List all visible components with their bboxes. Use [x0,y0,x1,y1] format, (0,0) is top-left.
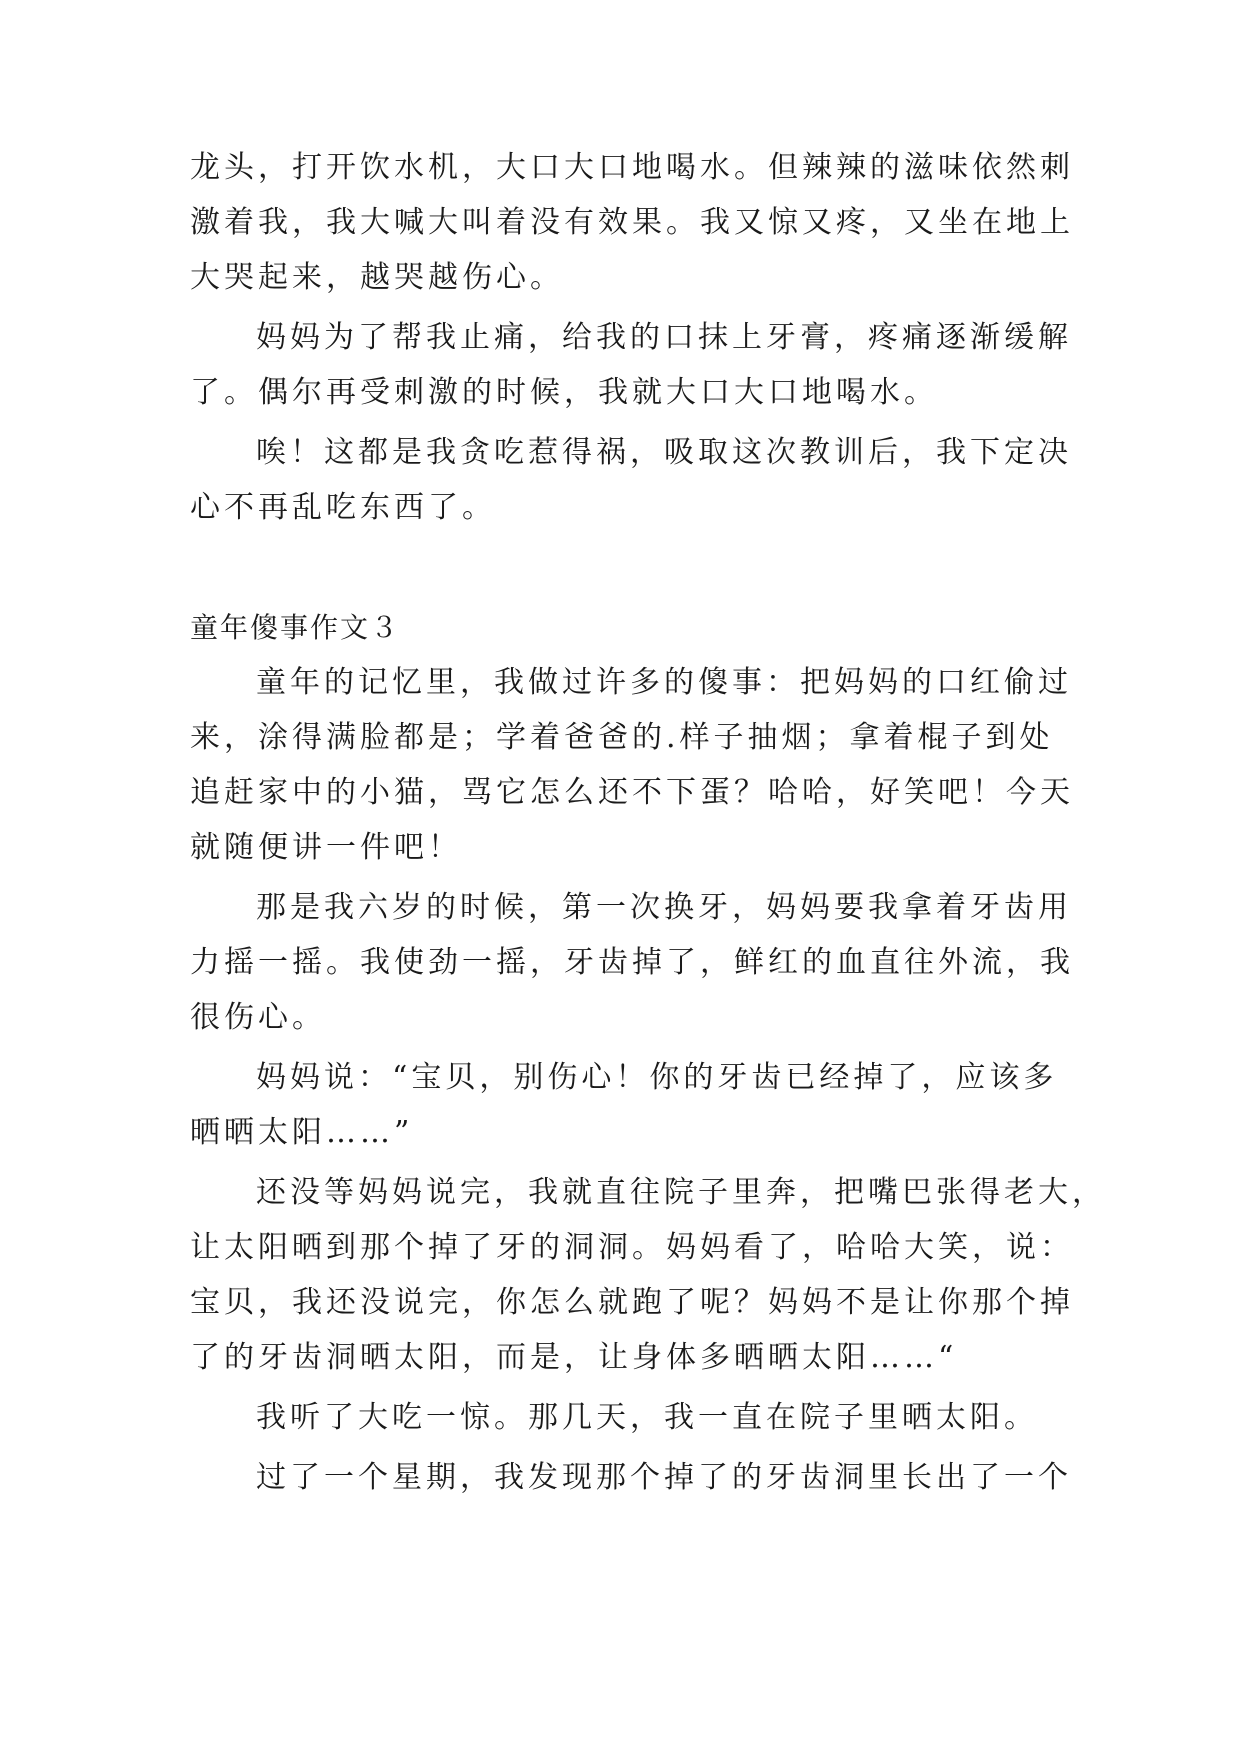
paragraph-line: 晒晒太阳……” [190,1115,414,1150]
paragraph-line: 我听了大吃一惊。那几天，我一直在院子里晒太阳。 [256,1400,1038,1435]
paragraph-line: 那是我六岁的时候，第一次换牙，妈妈要我拿着牙齿用 [256,890,1072,925]
paragraph-line: 了。偶尔再受刺激的时候，我就大口大口地喝水。 [190,375,938,410]
paragraph-line: 妈妈为了帮我止痛，给我的口抹上牙膏，疼痛逐渐缓解 [256,320,1072,355]
paragraph-line: 妈妈说：“宝贝，别伤心！你的牙齿已经掉了，应该多 [256,1060,1058,1095]
paragraph-line: 童年的记忆里，我做过许多的傻事：把妈妈的口红偷过 [256,665,1072,700]
paragraph-line: 激着我，我大喊大叫着没有效果。我又惊又疼，又坐在地上 [190,205,1074,240]
paragraph-line: 就随便讲一件吧！ [190,830,462,865]
paragraph-line: 很伤心。 [190,1000,326,1035]
paragraph-line: 心不再乱吃东西了。 [190,490,496,525]
paragraph-line: 追赶家中的小猫，骂它怎么还不下蛋？哈哈，好笑吧！今天 [190,775,1074,810]
paragraph-line: 过了一个星期，我发现那个掉了的牙齿洞里长出了一个 [256,1460,1072,1495]
paragraph-line: 宝贝，我还没说完，你怎么就跑了呢？妈妈不是让你那个掉 [190,1285,1074,1320]
paragraph-line: 唉！这都是我贪吃惹得祸，吸取这次教训后，我下定决 [256,435,1072,470]
paragraph-line: 来，涂得满脸都是；学着爸爸的.样子抽烟；拿着棍子到处 [190,720,1054,755]
essay-heading: 童年傻事作文３ [190,611,401,644]
paragraph-line: 了的牙齿洞晒太阳，而是，让身体多晒晒太阳……“ [190,1340,958,1375]
paragraph-line: 大哭起来，越哭越伤心。 [190,260,564,295]
paragraph-line: 龙头，打开饮水机，大口大口地喝水。但辣辣的滋味依然刺 [190,150,1074,185]
paragraph-line: 力摇一摇。我使劲一摇，牙齿掉了，鲜红的血直往外流，我 [190,945,1074,980]
paragraph-line: 还没等妈妈说完，我就直往院子里奔，把嘴巴张得老大， [256,1175,1106,1210]
paragraph-line: 让太阳晒到那个掉了牙的洞洞。妈妈看了，哈哈大笑，说： [190,1230,1074,1265]
